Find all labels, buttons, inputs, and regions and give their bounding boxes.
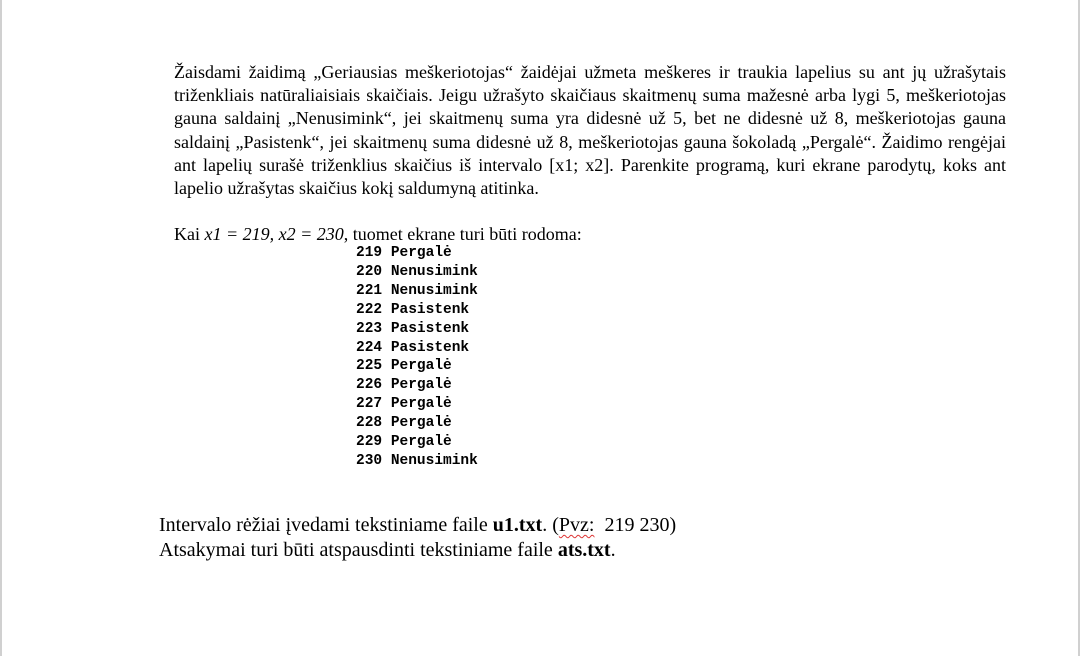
output-row [356, 357, 478, 376]
example-prefix: Kai [174, 224, 205, 244]
example-suffix: , tuomet ekrane turi būti rodoma: [343, 224, 582, 244]
output-row [356, 452, 478, 471]
output-row [356, 395, 478, 414]
task-description [174, 61, 1006, 200]
output-row [356, 301, 478, 320]
input-note-text: Intervalo rėžiai įvedami tekstiniame faile [159, 514, 493, 536]
output-prize: Pasistenk [390, 339, 470, 356]
input-example-values: 219 230) [594, 514, 677, 536]
output-row [356, 263, 478, 282]
output-prize: Nenusimink [390, 282, 478, 299]
output-prize: Pasistenk [390, 301, 470, 318]
expected-output-listing [356, 244, 478, 471]
output-number: 224 [356, 339, 383, 356]
output-number: 229 [356, 434, 383, 451]
output-number: 219 [356, 245, 383, 261]
output-prize: Nenusimink [390, 263, 478, 280]
output-prize: Pergalė [390, 377, 452, 394]
input-file-note [159, 513, 676, 538]
input-note-separator: . ( [542, 514, 559, 536]
output-row [356, 433, 478, 452]
output-prize: Pasistenk [390, 320, 470, 337]
output-row [356, 320, 478, 339]
output-row [356, 244, 478, 263]
output-file-note [159, 538, 676, 563]
output-note-suffix: . [610, 539, 616, 561]
output-prize: Pergalė [390, 396, 452, 413]
output-row [356, 414, 478, 433]
example-variables: x1 = 219, x2 = 230 [204, 224, 344, 244]
output-number: 220 [356, 263, 383, 280]
output-number: 226 [356, 377, 383, 394]
output-row [356, 282, 478, 301]
output-number: 222 [356, 301, 383, 318]
output-prize: Pergalė [390, 245, 452, 261]
output-note-text: Atsakymai turi būti atspausdinti tekstiniame faile [159, 539, 558, 561]
input-file-name: u1.txt [492, 514, 543, 536]
task-paragraph: Žaisdami žaidimą „Geriausias meškeriotojas“ žaidėjai užmeta meškeres ir traukia lapelius su ant jų užrašytais triženkliais natūraliaisiais skaičiais. Jeigu užrašyto skaičiaus skaitmenų suma mažesnė arba lygi 5, meškeriotojas gauna saldainį „Nenusimink“, jei skaitmenų suma yra didesnė už 5, bet ne didesnė už 8, meškeriotojas gauna saldainį „Pasistenk“, jei skaitmenų suma didesnė už 8, meškeriotojas gauna šokoladą „Pergalė“. Žaidimo rengėjai ant lapelių surašė triženklius skaičius iš intervalo [x1; x2]. Parenkite programą, kuri ekrane parodytų, koks ant lapelio užrašytas skaičius kokį saldumyną atitinka. [174, 62, 1006, 199]
output-prize: Pergalė [390, 434, 452, 451]
output-number: 225 [356, 358, 383, 375]
output-number: 230 [356, 452, 383, 469]
output-number: 223 [356, 320, 383, 337]
output-prize: Pergalė [390, 415, 452, 432]
output-row [356, 376, 478, 395]
io-notes [159, 513, 676, 563]
output-number: 228 [356, 415, 383, 432]
output-row [356, 339, 478, 358]
output-number: 227 [356, 396, 383, 413]
output-prize: Pergalė [390, 358, 452, 375]
example-word: Pvz: [558, 514, 595, 536]
output-number: 221 [356, 282, 383, 299]
output-prize: Nenusimink [390, 452, 478, 469]
example-line [174, 223, 582, 245]
output-file-name: ats.txt [557, 539, 611, 561]
